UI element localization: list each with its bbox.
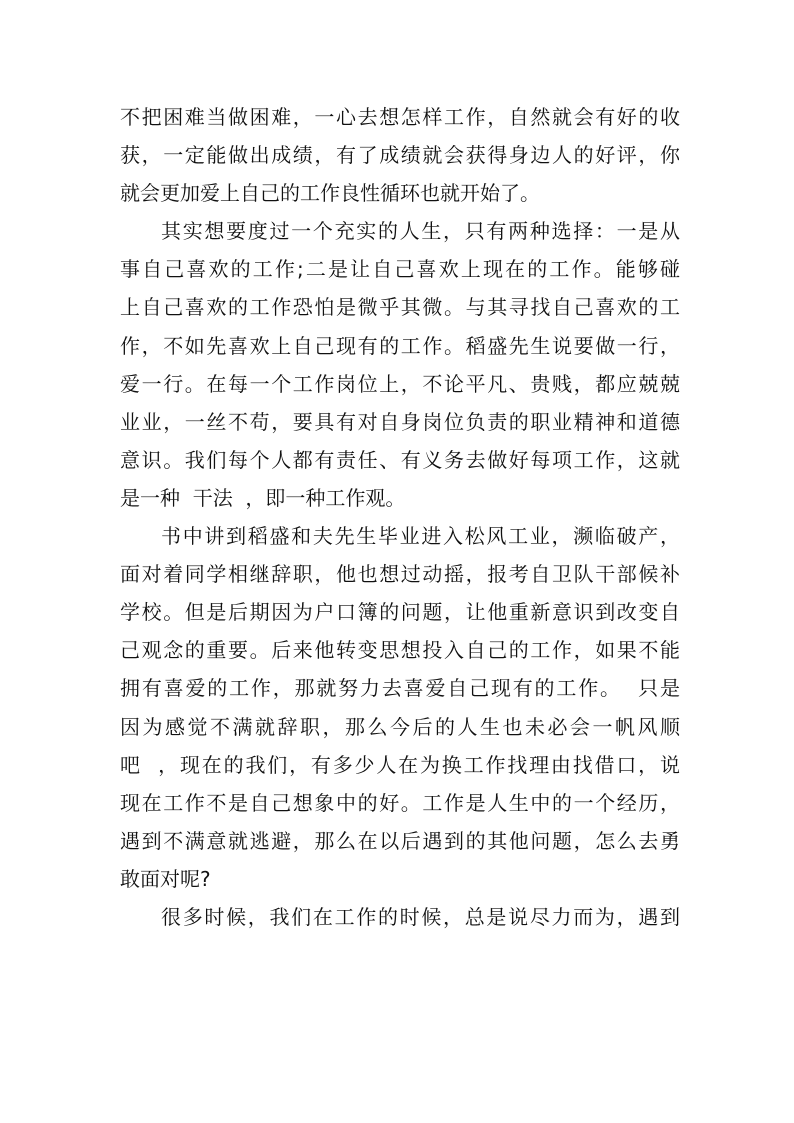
text-line: 就会更加爱上自己的工作良性循环也就开始了。 [120, 181, 540, 206]
text-line: 拥有喜爱的工作，那就努力去喜爱自己现有的工作。 只是 [120, 676, 680, 701]
text-line: 己观念的重要。后来他转变思想投入自己的工作，如果不能 [120, 638, 680, 663]
text-line: 获，一定能做出成绩，有了成绩就会获得身边人的好评，你 [120, 143, 680, 168]
text-line: 其实想要度过一个充实的人生，只有两种选择：一是从 [161, 219, 680, 244]
document-body [120, 98, 680, 936]
text-line: 意识。我们每个人都有责任、有义务去做好每项工作，这就 [120, 447, 680, 472]
text-line: 爱一行。在每一个工作岗位上，不论平凡、贵贱，都应兢兢 [120, 371, 680, 396]
text-line: 敢面对呢? [120, 866, 211, 891]
text-line: 书中讲到稻盛和夫先生毕业进入松风工业，濒临破产， [161, 524, 680, 549]
text-line: 现在工作不是自己想象中的好。工作是人生中的一个经历， [120, 790, 680, 815]
text-line: 不把困难当做困难，一心去想怎样工作，自然就会有好的收 [120, 105, 680, 129]
text-line: 事自己喜欢的工作;二是让自己喜欢上现在的工作。能够碰 [120, 257, 680, 282]
text-line: 业业，一丝不苟，要具有对自身岗位负责的职业精神和道德 [120, 409, 680, 434]
text-line: 因为感觉不满就辞职，那么今后的人生也未必会一帆风顺 [120, 714, 680, 739]
text-line: 遇到不满意就逃避，那么在以后遇到的其他问题，怎么去勇 [120, 828, 680, 853]
text-line: 面对着同学相继辞职，他也想过动摇，报考自卫队干部候补 [120, 562, 680, 587]
text-line: 作，不如先喜欢上自己现有的工作。稻盛先生说要做一行， [120, 333, 680, 358]
text-line: 上自己喜欢的工作恐怕是微乎其微。与其寻找自己喜欢的工 [120, 295, 680, 320]
text-line: 学校。但是后期因为户口簿的问题，让他重新意识到改变自 [120, 600, 680, 625]
text-line: 吧 ，现在的我们，有多少人在为换工作找理由找借口，说 [120, 752, 680, 777]
text-line: 是一种 干法 ，即一种工作观。 [120, 485, 406, 510]
text-line: 很多时候，我们在工作的时候，总是说尽力而为，遇到 [161, 904, 680, 929]
